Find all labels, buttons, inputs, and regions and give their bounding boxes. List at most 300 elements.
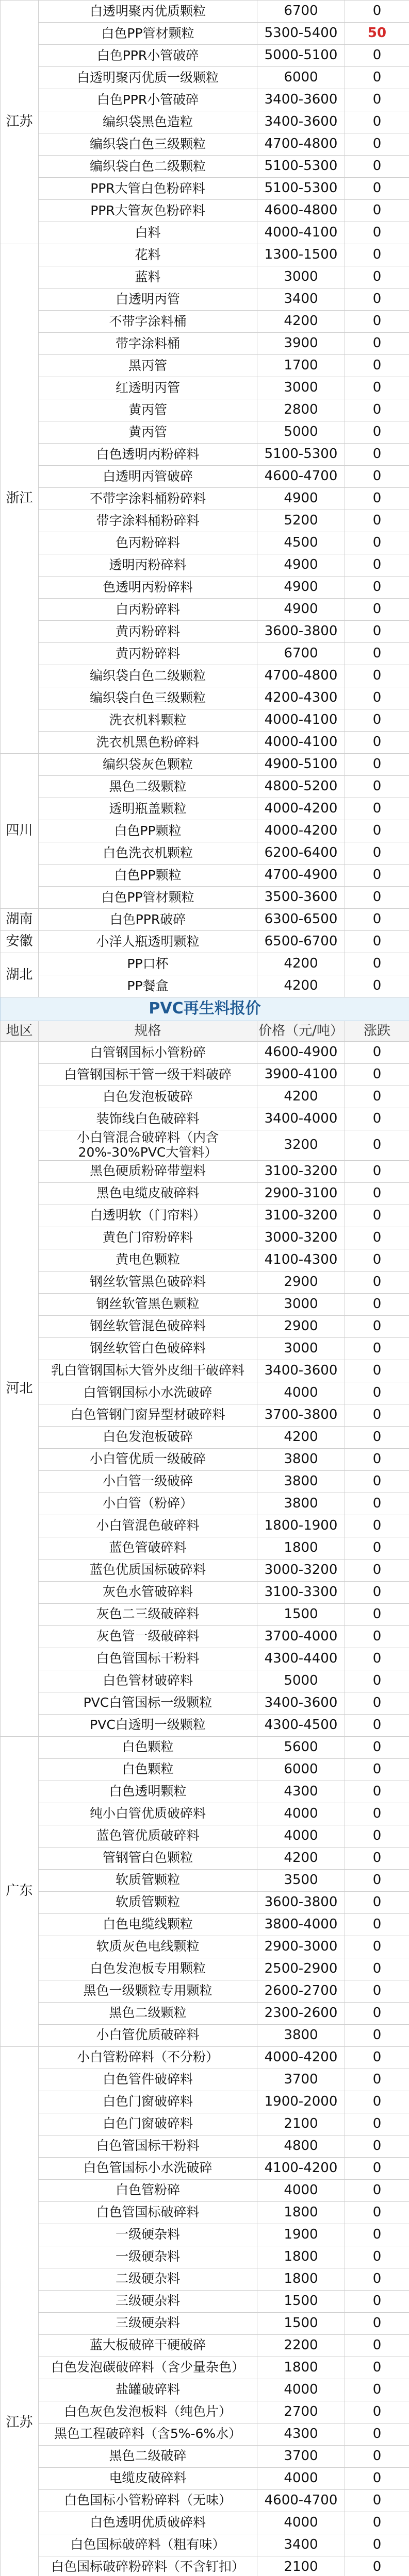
table-row xyxy=(1,931,409,953)
price-cell: 3400-3600 xyxy=(257,89,345,111)
change-cell: 0 xyxy=(345,1182,409,1205)
table-row xyxy=(1,2091,409,2113)
column-header-change: 涨跌 xyxy=(345,1021,409,1042)
price-cell: 4900 xyxy=(257,599,345,621)
price-cell: 4900 xyxy=(257,577,345,599)
table-row xyxy=(1,1042,409,1064)
change-cell: 0 xyxy=(345,865,409,887)
spec-cell: 黄丙粉碎料 xyxy=(39,621,257,643)
price-cell: 4600-4900 xyxy=(257,1042,345,1064)
spec-cell: PPR大管白色粉碎料 xyxy=(39,178,257,200)
price-cell: 4600-4700 xyxy=(257,466,345,488)
change-cell: 0 xyxy=(345,399,409,421)
change-cell: 0 xyxy=(345,466,409,488)
table-row xyxy=(1,554,409,577)
change-cell: 0 xyxy=(345,1515,409,1537)
change-cell: 0 xyxy=(345,333,409,355)
table-row xyxy=(1,732,409,754)
change-cell: 0 xyxy=(345,2357,409,2379)
table-row xyxy=(1,2489,409,2512)
price-cell: 4000 xyxy=(257,1382,345,1404)
spec-cell: 透明瓶盖颗粒 xyxy=(39,798,257,820)
table-row xyxy=(1,1936,409,1958)
table-row xyxy=(1,1205,409,1227)
change-cell: 0 xyxy=(345,709,409,732)
change-cell: 0 xyxy=(345,643,409,665)
price-cell: 3400 xyxy=(257,2534,345,2556)
change-cell: 0 xyxy=(345,2489,409,2512)
change-cell: 0 xyxy=(345,2201,409,2224)
price-cell: 4700-4800 xyxy=(257,665,345,687)
spec-cell: 黑色电缆皮破碎料 xyxy=(39,1182,257,1205)
change-cell: 0 xyxy=(345,2113,409,2135)
spec-cell: 白色洗衣机颗粒 xyxy=(39,842,257,865)
price-cell: 3000-3200 xyxy=(257,1227,345,1249)
change-cell: 0 xyxy=(345,1493,409,1515)
change-cell: 0 xyxy=(345,1130,409,1161)
table-row xyxy=(1,1130,409,1161)
table-row xyxy=(1,2246,409,2268)
table-row xyxy=(1,1249,409,1271)
change-cell: 0 xyxy=(345,931,409,953)
change-cell: 0 xyxy=(345,732,409,754)
spec-cell: 带字涂料桶 xyxy=(39,333,257,355)
spec-cell: 编织袋白色二级颗粒 xyxy=(39,156,257,178)
table-row xyxy=(1,178,409,200)
table-row xyxy=(1,421,409,444)
spec-cell: 不带字涂料桶 xyxy=(39,311,257,333)
spec-cell: 编织袋黑色造粒 xyxy=(39,111,257,133)
change-cell: 0 xyxy=(345,2224,409,2246)
table-row xyxy=(1,754,409,776)
change-cell: 0 xyxy=(345,1936,409,1958)
change-cell: 0 xyxy=(345,156,409,178)
change-cell: 0 xyxy=(345,1064,409,1086)
table-row xyxy=(1,510,409,532)
change-cell: 0 xyxy=(345,2268,409,2290)
spec-cell: 白色门窗破碎料 xyxy=(39,2091,257,2113)
price-cell: 3600-3800 xyxy=(257,621,345,643)
table-row xyxy=(1,488,409,510)
change-cell: 0 xyxy=(345,1108,409,1130)
change-cell: 0 xyxy=(345,953,409,975)
region-cell: 江苏 xyxy=(1,2046,39,2576)
change-cell: 0 xyxy=(345,1825,409,1847)
change-cell: 0 xyxy=(345,178,409,200)
table-row xyxy=(1,156,409,178)
table-row xyxy=(1,953,409,975)
spec-cell: 小白管（粉碎） xyxy=(39,1493,257,1515)
price-cell: 5100-5300 xyxy=(257,178,345,200)
change-cell: 0 xyxy=(345,665,409,687)
price-cell: 1800 xyxy=(257,2357,345,2379)
spec-cell: 黑色二级颗粒 xyxy=(39,2002,257,2024)
price-cell: 3900 xyxy=(257,333,345,355)
spec-cell: 色丙粉碎料 xyxy=(39,532,257,554)
spec-cell: 蓝色优质国标破碎料 xyxy=(39,1559,257,1581)
table-row xyxy=(1,798,409,820)
table-row xyxy=(1,865,409,887)
table-row xyxy=(1,2113,409,2135)
change-cell: 0 xyxy=(345,222,409,244)
price-cell: 6000 xyxy=(257,1758,345,1781)
table-row xyxy=(1,1064,409,1086)
spec-cell: 黄丙管 xyxy=(39,399,257,421)
table-row xyxy=(1,2179,409,2201)
price-cell: 5200 xyxy=(257,510,345,532)
table-row xyxy=(1,1913,409,1936)
table-row xyxy=(1,2135,409,2157)
table-row xyxy=(1,1293,409,1315)
spec-cell: 白色管钢门窗异型材破碎料 xyxy=(39,1404,257,1426)
spec-cell: 白色管国标干粉料 xyxy=(39,1648,257,1670)
change-cell: 0 xyxy=(345,1581,409,1603)
table-row xyxy=(1,1803,409,1825)
table-row xyxy=(1,887,409,909)
region-cell: 安徽 xyxy=(1,931,39,953)
spec-cell: 白色PPR小管破碎 xyxy=(39,89,257,111)
change-cell: 0 xyxy=(345,1537,409,1559)
spec-cell: 灰色水管破碎料 xyxy=(39,1581,257,1603)
table-row xyxy=(1,687,409,709)
price-cell: 5300-5400 xyxy=(257,23,345,45)
spec-cell: 白透明软（门帘料） xyxy=(39,1205,257,1227)
change-cell: 0 xyxy=(345,1404,409,1426)
table-row xyxy=(1,1625,409,1648)
price-table-body xyxy=(1,1,409,2576)
price-cell: 3600-3800 xyxy=(257,1891,345,1913)
change-cell: 0 xyxy=(345,887,409,909)
price-cell: 4000-4100 xyxy=(257,709,345,732)
change-cell: 0 xyxy=(345,2246,409,2268)
table-row xyxy=(1,1493,409,1515)
price-cell: 3100-3300 xyxy=(257,1581,345,1603)
table-row xyxy=(1,1315,409,1337)
price-cell: 3800 xyxy=(257,1470,345,1493)
price-cell: 4200 xyxy=(257,1847,345,1869)
table-row xyxy=(1,2201,409,2224)
price-cell: 2900 xyxy=(257,1315,345,1337)
change-cell: 0 xyxy=(345,2556,409,2576)
change-cell: 0 xyxy=(345,510,409,532)
spec-cell: PP口杯 xyxy=(39,953,257,975)
price-cell: 3800 xyxy=(257,1448,345,1470)
change-cell: 0 xyxy=(345,1315,409,1337)
table-row xyxy=(1,1448,409,1470)
price-cell: 4200 xyxy=(257,953,345,975)
spec-cell: 钢丝软管黑色颗粒 xyxy=(39,1293,257,1315)
price-cell: 3400-3600 xyxy=(257,111,345,133)
price-cell: 4300 xyxy=(257,2423,345,2445)
table-row xyxy=(1,665,409,687)
spec-cell: 白色发泡板专用颗粒 xyxy=(39,1958,257,1980)
change-cell: 0 xyxy=(345,1958,409,1980)
spec-cell: 洗衣机料颗粒 xyxy=(39,709,257,732)
price-cell: 4900 xyxy=(257,488,345,510)
price-cell: 4900-5100 xyxy=(257,754,345,776)
price-cell: 3800 xyxy=(257,1493,345,1515)
column-header-spec: 规格 xyxy=(39,1021,257,1042)
price-cell: 5000 xyxy=(257,421,345,444)
spec-cell: 白色管粉碎 xyxy=(39,2179,257,2201)
spec-cell: 蓝色管破碎料 xyxy=(39,1537,257,1559)
change-cell: 0 xyxy=(345,1980,409,2002)
price-cell: 3700 xyxy=(257,2445,345,2467)
spec-cell: PP餐盒 xyxy=(39,975,257,997)
spec-cell: 三级硬杂料 xyxy=(39,2290,257,2312)
spec-cell: 编织袋灰色颗粒 xyxy=(39,754,257,776)
change-cell: 0 xyxy=(345,1891,409,1913)
spec-cell: 电缆皮破碎料 xyxy=(39,2467,257,2489)
price-cell: 2800 xyxy=(257,399,345,421)
spec-cell: 白色管国标小水洗破碎 xyxy=(39,2157,257,2179)
spec-cell: 白透明聚丙优质颗粒 xyxy=(39,1,257,23)
spec-cell: 白色颗粒 xyxy=(39,1758,257,1781)
price-cell: 3700 xyxy=(257,2069,345,2091)
price-cell: 1900-2000 xyxy=(257,2091,345,2113)
spec-cell: 白色发泡板破碎 xyxy=(39,1086,257,1108)
spec-cell: 白透明丙管 xyxy=(39,289,257,311)
spec-cell: 白色管国标破碎料 xyxy=(39,2201,257,2224)
table-row xyxy=(1,399,409,421)
region-cell: 浙江 xyxy=(1,244,39,754)
price-cell: 4000-4200 xyxy=(257,820,345,842)
change-cell: 0 xyxy=(345,89,409,111)
table-row xyxy=(1,1227,409,1249)
table-row xyxy=(1,2401,409,2423)
change-cell: 0 xyxy=(345,2024,409,2046)
table-row xyxy=(1,1581,409,1603)
change-cell: 0 xyxy=(345,2312,409,2334)
price-cell: 2900-3100 xyxy=(257,1182,345,1205)
table-row xyxy=(1,2224,409,2246)
table-row xyxy=(1,133,409,156)
price-cell: 3700-4000 xyxy=(257,1625,345,1648)
table-row xyxy=(1,1670,409,1692)
price-cell: 4300 xyxy=(257,1781,345,1803)
price-cell: 3000 xyxy=(257,1293,345,1315)
spec-cell: 白色国标破碎料（粗有味） xyxy=(39,2534,257,2556)
price-cell: 2700 xyxy=(257,2401,345,2423)
spec-cell: 盐罐破碎料 xyxy=(39,2379,257,2401)
table-row xyxy=(1,311,409,333)
change-cell: 0 xyxy=(345,2135,409,2157)
spec-cell: 带字涂料桶粉碎料 xyxy=(39,510,257,532)
price-cell: 4000 xyxy=(257,1825,345,1847)
price-cell: 1800 xyxy=(257,2201,345,2224)
table-row xyxy=(1,111,409,133)
price-cell: 3700-3800 xyxy=(257,1404,345,1426)
price-cell: 3400-3600 xyxy=(257,1360,345,1382)
price-cell: 4000-4100 xyxy=(257,732,345,754)
price-cell: 2100 xyxy=(257,2113,345,2135)
change-cell: 0 xyxy=(345,1227,409,1249)
spec-cell: 黄丙粉碎料 xyxy=(39,643,257,665)
spec-cell: 白色PP颗粒 xyxy=(39,820,257,842)
spec-cell: 白管钢国标干管一级干料破碎 xyxy=(39,1064,257,1086)
change-cell: 0 xyxy=(345,1042,409,1064)
price-cell: 4200 xyxy=(257,1086,345,1108)
spec-cell: 一级硬杂料 xyxy=(39,2246,257,2268)
change-cell: 0 xyxy=(345,1086,409,1108)
table-row xyxy=(1,2069,409,2091)
table-row xyxy=(1,2024,409,2046)
price-cell: 5100-5300 xyxy=(257,444,345,466)
price-cell: 3000 xyxy=(257,377,345,399)
price-cell: 2100 xyxy=(257,2556,345,2576)
change-cell: 0 xyxy=(345,1758,409,1781)
section-title-row xyxy=(1,997,409,1021)
price-cell: 4300-4400 xyxy=(257,1648,345,1670)
spec-cell: 白色PP管材颗粒 xyxy=(39,887,257,909)
column-header-region: 地区 xyxy=(1,1021,39,1042)
spec-cell: 白色电缆线颗粒 xyxy=(39,1913,257,1936)
table-row xyxy=(1,377,409,399)
table-row xyxy=(1,1891,409,1913)
table-row xyxy=(1,1825,409,1847)
table-row xyxy=(1,1869,409,1891)
table-row xyxy=(1,909,409,931)
table-row xyxy=(1,333,409,355)
change-cell: 0 xyxy=(345,532,409,554)
spec-cell: 花料 xyxy=(39,244,257,266)
spec-cell: 白色门窗破碎料 xyxy=(39,2113,257,2135)
spec-cell: 蓝大板破碎干硬破碎 xyxy=(39,2334,257,2357)
table-row xyxy=(1,577,409,599)
spec-cell: 小白管优质破碎料 xyxy=(39,2024,257,2046)
spec-cell: 乳白管钢国标大管外皮细干破碎料 xyxy=(39,1360,257,1382)
table-row xyxy=(1,444,409,466)
change-cell: 0 xyxy=(345,2091,409,2113)
region-cell: 江苏 xyxy=(1,1,39,244)
spec-cell: 黑色一级颗粒专用颗粒 xyxy=(39,1980,257,2002)
price-cell: 2500-2900 xyxy=(257,1958,345,1980)
spec-cell: 灰色二三级破碎料 xyxy=(39,1603,257,1625)
price-cell: 3100-3200 xyxy=(257,1205,345,1227)
spec-cell: 蓝料 xyxy=(39,266,257,289)
price-cell: 4100-4200 xyxy=(257,2157,345,2179)
price-cell: 3000 xyxy=(257,1337,345,1360)
table-row xyxy=(1,621,409,643)
change-cell: 0 xyxy=(345,266,409,289)
price-cell: 6700 xyxy=(257,1,345,23)
price-cell: 1300-1500 xyxy=(257,244,345,266)
change-cell: 0 xyxy=(345,577,409,599)
price-cell: 1700 xyxy=(257,355,345,377)
table-row xyxy=(1,2268,409,2290)
spec-cell: 小白管混合破碎料（内含20%-30%PVC大管料） xyxy=(39,1130,257,1161)
spec-cell: 白色灰色发泡板料（纯色片） xyxy=(39,2401,257,2423)
price-cell: 4700-4800 xyxy=(257,133,345,156)
change-cell: 0 xyxy=(345,1670,409,1692)
price-cell: 4200 xyxy=(257,975,345,997)
spec-cell: 不带字涂料桶粉碎料 xyxy=(39,488,257,510)
change-cell: 0 xyxy=(345,1426,409,1448)
price-cell: 6700 xyxy=(257,643,345,665)
price-cell: 1500 xyxy=(257,2290,345,2312)
change-cell: 0 xyxy=(345,909,409,931)
spec-cell: 白色国标破碎粉碎料（不含钉扣） xyxy=(39,2556,257,2576)
price-cell: 4100-4300 xyxy=(257,1249,345,1271)
price-cell: 3800-4000 xyxy=(257,1913,345,1936)
price-cell: 4000 xyxy=(257,1803,345,1825)
spec-cell: 钢丝软管混色破碎料 xyxy=(39,1315,257,1337)
spec-cell: 白透明丙管破碎 xyxy=(39,466,257,488)
spec-cell: 编织袋白色三级颗粒 xyxy=(39,687,257,709)
price-cell: 4000-4100 xyxy=(257,222,345,244)
price-cell: 1800 xyxy=(257,1537,345,1559)
table-row xyxy=(1,2534,409,2556)
change-cell: 0 xyxy=(345,776,409,798)
column-header-price: 价格（元/吨） xyxy=(257,1021,345,1042)
spec-cell: 白色透明丙粉碎料 xyxy=(39,444,257,466)
change-cell: 0 xyxy=(345,2334,409,2357)
change-cell: 0 xyxy=(345,2423,409,2445)
spec-cell: 白色透明优质破碎料 xyxy=(39,2512,257,2534)
region-cell: 湖南 xyxy=(1,909,39,931)
spec-cell: 黄丙管 xyxy=(39,421,257,444)
spec-cell: 钢丝软管黑色破碎料 xyxy=(39,1271,257,1293)
table-row xyxy=(1,1692,409,1714)
spec-cell: 白色发泡板破碎 xyxy=(39,1426,257,1448)
spec-cell: PPR大管灰色粉碎料 xyxy=(39,200,257,222)
table-row xyxy=(1,1108,409,1130)
table-row xyxy=(1,1271,409,1293)
change-cell: 0 xyxy=(345,2290,409,2312)
table-row xyxy=(1,1360,409,1382)
table-row xyxy=(1,820,409,842)
spec-cell: 编织袋白色二级颗粒 xyxy=(39,665,257,687)
table-row xyxy=(1,89,409,111)
change-cell: 0 xyxy=(345,1736,409,1758)
spec-cell: 白色管件破碎料 xyxy=(39,2069,257,2091)
price-cell: 4000 xyxy=(257,2512,345,2534)
spec-cell: 白色PP管材颗粒 xyxy=(39,23,257,45)
price-cell: 4300-4500 xyxy=(257,1714,345,1736)
table-row xyxy=(1,1182,409,1205)
price-cell: 3400-4000 xyxy=(257,1108,345,1130)
table-row xyxy=(1,1,409,23)
spec-cell: 红透明丙管 xyxy=(39,377,257,399)
region-cell: 湖北 xyxy=(1,953,39,997)
spec-cell: 钢丝软管白色破碎料 xyxy=(39,1337,257,1360)
price-cell: 4000-4200 xyxy=(257,798,345,820)
spec-cell: 小白管优质一级破碎 xyxy=(39,1448,257,1470)
price-cell: 4000-4200 xyxy=(257,2046,345,2069)
table-row xyxy=(1,1736,409,1758)
price-cell: 6200-6400 xyxy=(257,842,345,865)
price-cell: 4700-4900 xyxy=(257,865,345,887)
price-cell: 3800 xyxy=(257,2024,345,2046)
change-cell: 0 xyxy=(345,1869,409,1891)
price-cell: 4600-4800 xyxy=(257,200,345,222)
change-cell: 0 xyxy=(345,1603,409,1625)
change-cell: 0 xyxy=(345,2467,409,2489)
section-title: PVC再生料报价 xyxy=(1,997,409,1021)
change-cell: 0 xyxy=(345,200,409,222)
change-cell: 0 xyxy=(345,1470,409,1493)
region-cell: 四川 xyxy=(1,754,39,909)
price-cell: 5600 xyxy=(257,1736,345,1758)
change-cell: 0 xyxy=(345,1160,409,1182)
table-row xyxy=(1,975,409,997)
spec-cell: 白色管国标干粉料 xyxy=(39,2135,257,2157)
spec-cell: PVC白管国标一级颗粒 xyxy=(39,1692,257,1714)
spec-cell: 纯小白管优质破碎料 xyxy=(39,1803,257,1825)
table-row xyxy=(1,709,409,732)
spec-cell: 白色PPR小管破碎 xyxy=(39,45,257,67)
change-cell: 0 xyxy=(345,2179,409,2201)
